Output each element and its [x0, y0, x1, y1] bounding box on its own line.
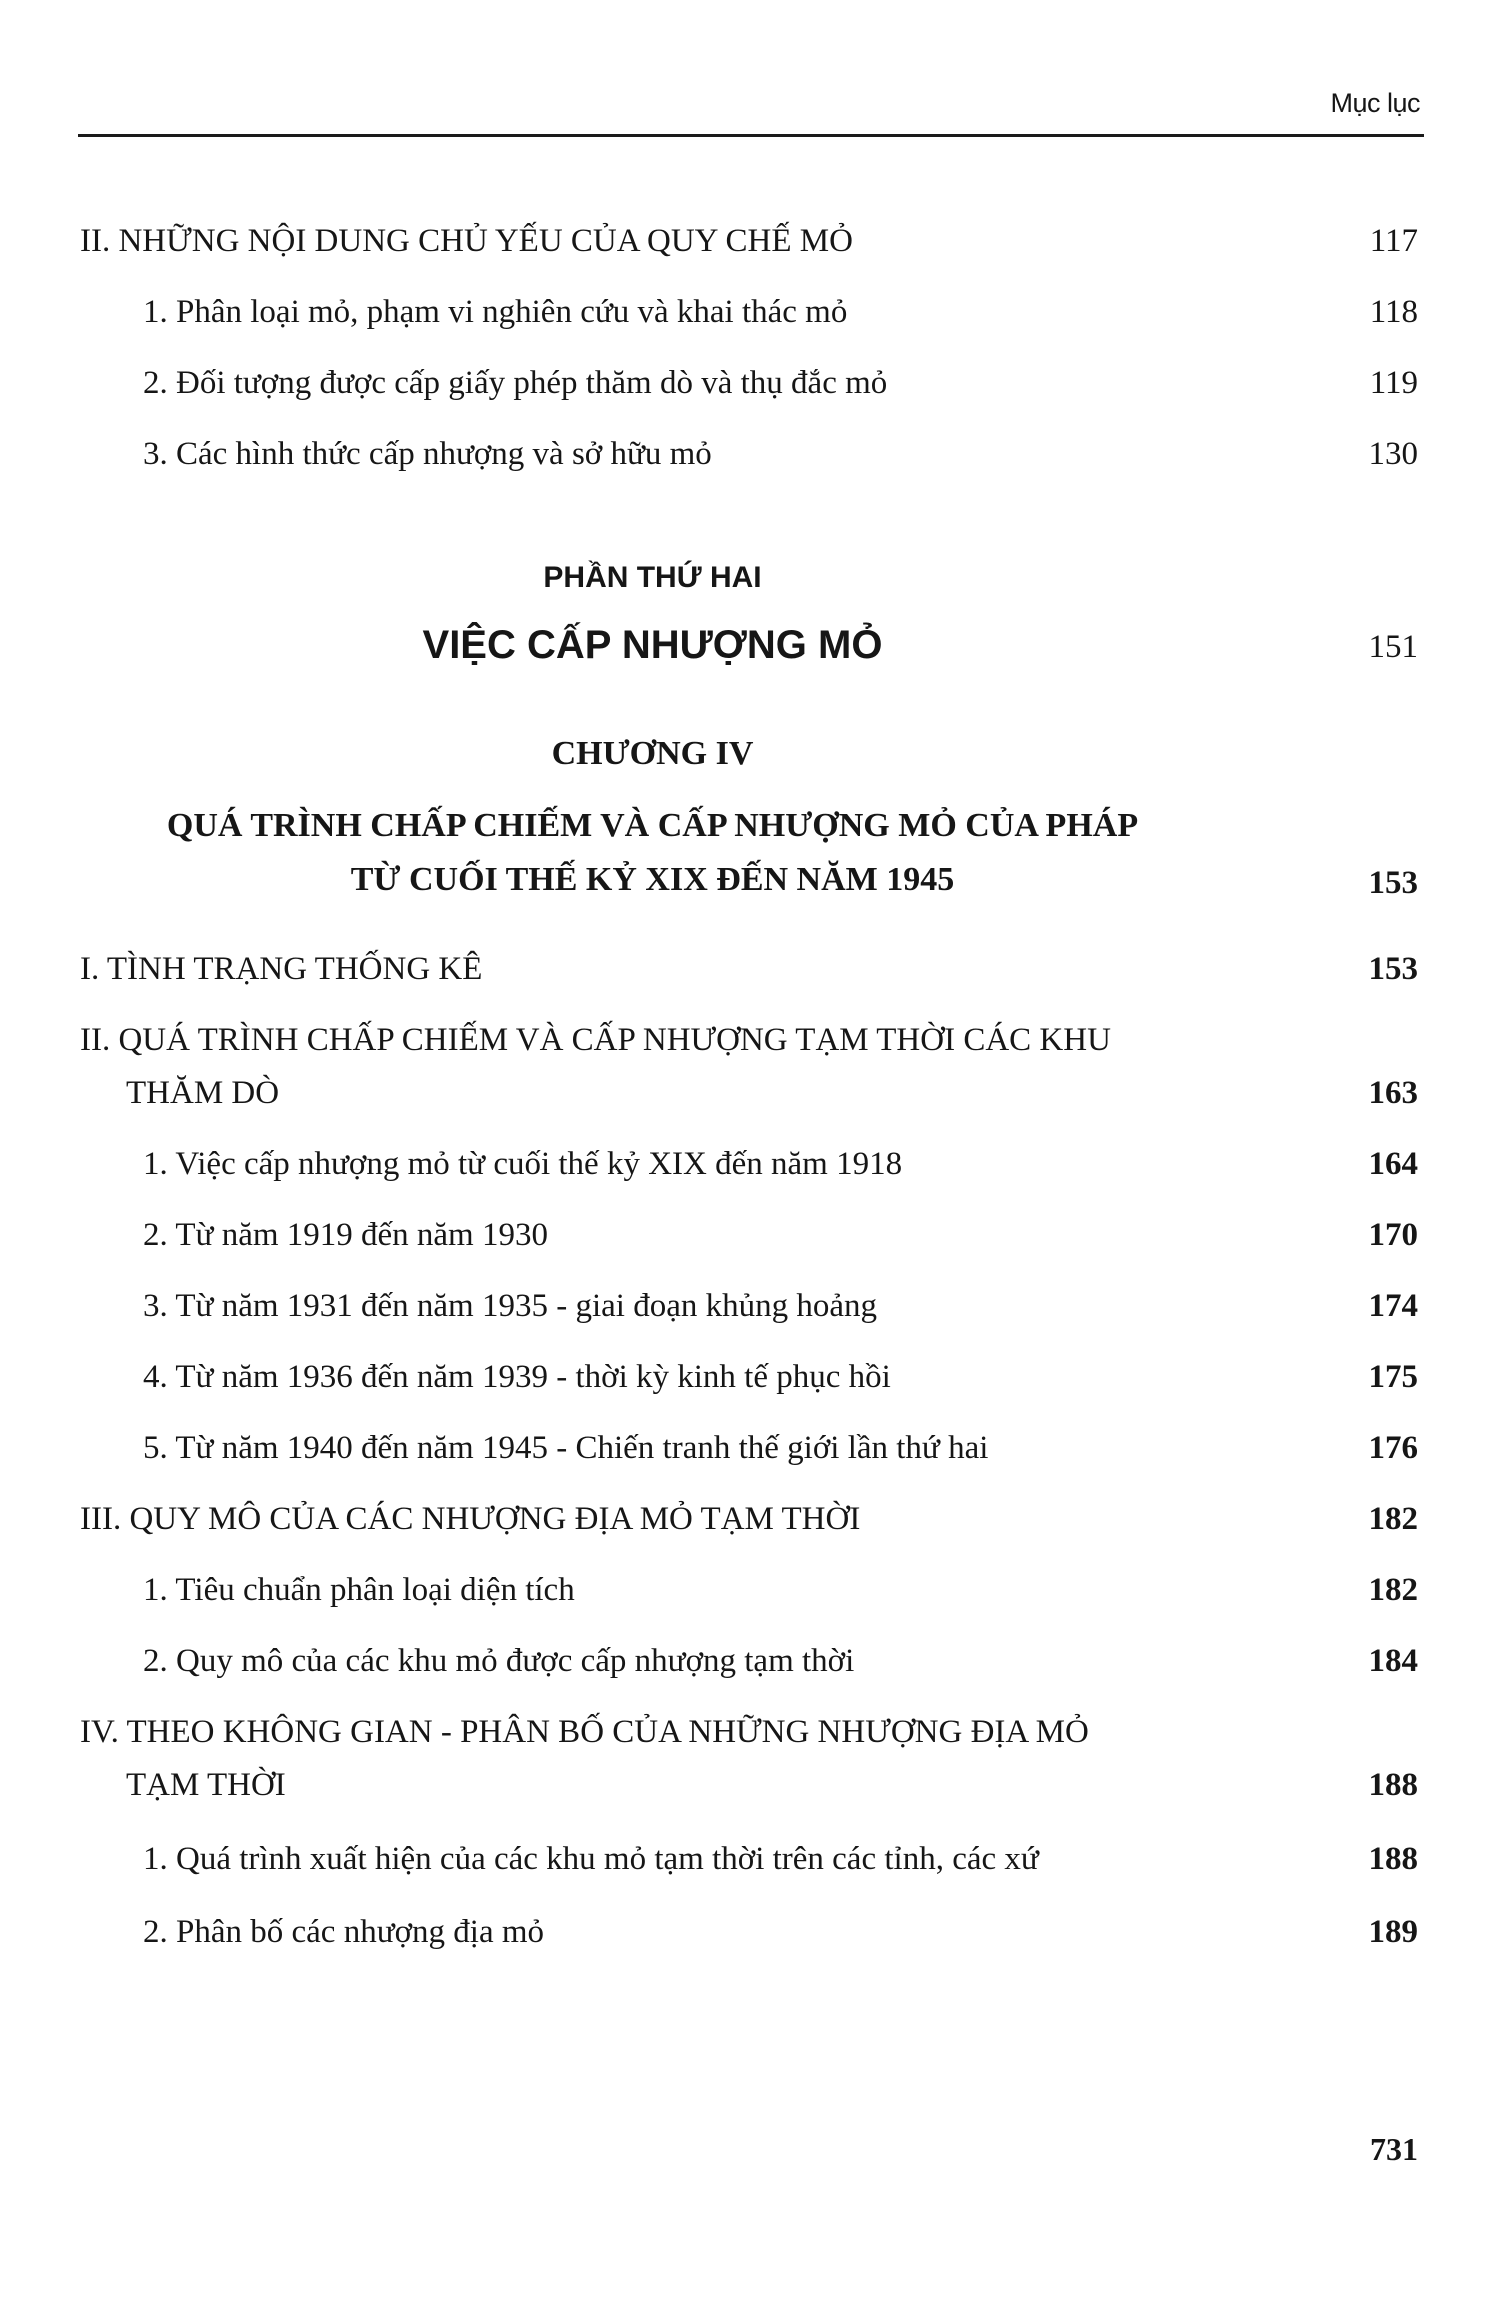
toc-entry-page: 184: [1368, 1643, 1418, 1679]
toc-entry-page: 182: [1368, 1572, 1418, 1608]
toc-entry-page: 188: [1368, 1767, 1418, 1803]
toc-entry-title: 1. Phân loại mỏ, phạm vi nghiên cứu và khai thác mỏ: [143, 294, 848, 330]
toc-entry-page: 189: [1368, 1914, 1418, 1950]
page-number: 731: [1370, 2131, 1418, 2167]
toc-entry-page: 170: [1368, 1217, 1418, 1253]
toc-entry-page: 119: [1369, 365, 1418, 401]
toc-entry-title-cont: TẠM THỜI: [126, 1767, 286, 1803]
toc-entry-title: 3. Các hình thức cấp nhượng và sở hữu mỏ: [143, 436, 712, 472]
toc-entry-title: 1. Quá trình xuất hiện của các khu mỏ tạm thời trên các tỉnh, các xứ: [143, 1841, 1039, 1877]
header-rule: [78, 134, 1424, 137]
toc-entry-title: 2. Đối tượng được cấp giấy phép thăm dò và thụ đắc mỏ: [143, 365, 888, 401]
toc-entry-page: 175: [1368, 1359, 1418, 1395]
chapter-title-line2: TỪ CUỐI THẾ KỶ XIX ĐẾN NĂM 1945: [350, 861, 955, 898]
toc-entry-title: 5. Từ năm 1940 đến năm 1945 - Chiến tranh thế giới lần thứ hai: [143, 1430, 989, 1466]
part-page: 151: [1368, 629, 1418, 665]
toc-entry-page: 182: [1368, 1501, 1418, 1537]
toc-entry-page: 153: [1368, 951, 1418, 987]
chapter-page: 153: [1368, 865, 1418, 901]
toc-entry-page: 117: [1369, 223, 1418, 259]
toc-entry-page: 163: [1368, 1075, 1418, 1111]
toc-entry-page: 174: [1368, 1288, 1418, 1324]
running-header: Mục lục: [1330, 88, 1420, 118]
toc-entry-title: II. QUÁ TRÌNH CHẤP CHIẾM VÀ CẤP NHƯỢNG TẠM THỜI CÁC KHU: [80, 1022, 1111, 1058]
toc-entry-title: 3. Từ năm 1931 đến năm 1935 - giai đoạn khủng hoảng: [143, 1288, 877, 1324]
toc-entry-page: 118: [1369, 294, 1418, 330]
toc-entry-page: 176: [1368, 1430, 1418, 1466]
chapter-title-line1: QUÁ TRÌNH CHẤP CHIẾM VÀ CẤP NHƯỢNG MỎ CỦA PHÁP: [166, 807, 1139, 844]
toc-entry-title: 2. Quy mô của các khu mỏ được cấp nhượng tạm thời: [143, 1643, 855, 1679]
toc-entry-title: 1. Tiêu chuẩn phân loại diện tích: [143, 1572, 575, 1608]
chapter-label: CHƯƠNG IV: [551, 735, 754, 772]
toc-entry-page: 164: [1368, 1146, 1418, 1182]
part-title: VIỆC CẤP NHƯỢNG MỎ: [422, 623, 883, 667]
toc-entry-page: 130: [1368, 436, 1418, 472]
part-label: PHẦN THỨ HAI: [543, 561, 762, 594]
toc-entry-title: II. NHỮNG NỘI DUNG CHỦ YẾU CỦA QUY CHẾ MỎ: [80, 223, 853, 259]
toc-entry-title: 4. Từ năm 1936 đến năm 1939 - thời kỳ kinh tế phục hồi: [143, 1359, 891, 1395]
toc-entry-title: 1. Việc cấp nhượng mỏ từ cuối thế kỷ XIX đến năm 1918: [143, 1146, 903, 1182]
toc-entry-title: IV. THEO KHÔNG GIAN - PHÂN BỐ CỦA NHỮNG NHƯỢNG ĐỊA MỎ: [80, 1714, 1089, 1750]
toc-entry-title: 2. Từ năm 1919 đến năm 1930: [143, 1217, 548, 1253]
toc-entry-title: III. QUY MÔ CỦA CÁC NHƯỢNG ĐỊA MỎ TẠM THỜI: [80, 1501, 861, 1537]
toc-entry-title: I. TÌNH TRẠNG THỐNG KÊ: [80, 951, 483, 987]
toc-entry-title: 2. Phân bố các nhượng địa mỏ: [143, 1914, 545, 1950]
toc-entry-title-cont: THĂM DÒ: [126, 1075, 280, 1111]
toc-entry-page: 188: [1368, 1841, 1418, 1877]
